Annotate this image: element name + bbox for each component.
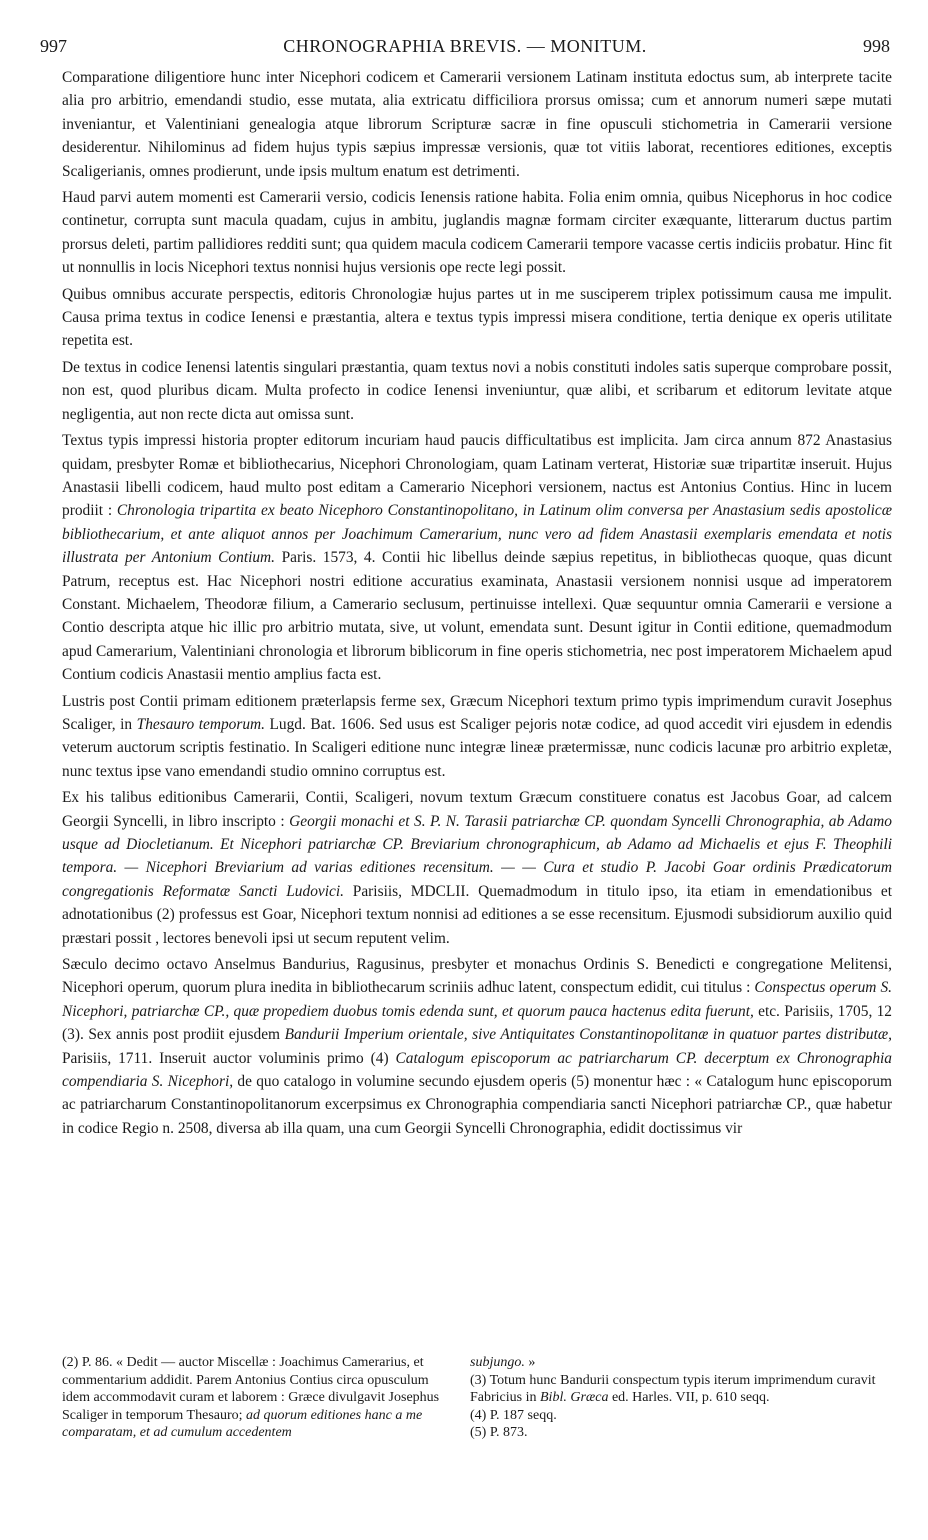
footnotes-left-column: [62, 1354, 446, 1442]
paragraph: Textus typis impressi historia propter editorum incuriam haud paucis difficultatibus est implicita. Jam circa annum 872 Anastasius quidam, presbyter Romæ et bibliothecarius, Nicephori Chronologiam, quam Latinam verterat, Historiæ suæ tripartitæ inseruit. Hujus Anastasii libelli codicem, haud multo post editam a Camerario Nicephori versionem, nactus est Antonius Contius. Hinc in lucem prodiit : Chronologia tripartita ex beato Nicephoro Constantinopolitano, in Latinum olim conversa per Anastasium sedis apostolicæ bibliothecarium, et ante aliquot annos per Joachimum Camerarium, nunc vero ad fidem Anastasii exemplaris emendata et notis illustrata per Antonium Contium. Paris. 1573, 4. Contii hic libellus deinde sæpius repetitus, in bibliothecas quoque, quas dicunt Patrum, receptus est. Hac Nicephori nostri editione accuratius examinata, Anastasii versionem nonnisi usque ad imperatorem Constant. Michaelem, Theodoræ filium, a Camerario seclusum, pertinuisse intellexi. Quæ sequuntur omnia Camerarii e versione a Contio descripta atque hic illic pro arbitrio mutata, sive, ut volunt, emendata sunt. Desunt igitur in Contii editione, quemadmodum apud Camerarium, Valentiniani chronologia et librorum biblicorum in fine operis stichometria, nec post imperatorem Michaelem apud Contium codicis Anastasii mentio amplius facta est.: [62, 432, 893, 684]
footnote: subjungo. »: [470, 1355, 536, 1370]
main-text: [62, 66, 892, 1143]
footnote: (2) P. 86. « Dedit — auctor Miscellæ : Joachimus Camerarius, et commentarium addidit. Parem Antonius Contius circa opusculum idem accommodavit curam et laborem : Græce divulgavit Josephus Scaliger in temporum Thesauro; ad quorum editiones hanc a me comparatam, et ad cumulum accedentem: [62, 1355, 440, 1441]
footnote: (3) Totum hunc Bandurii conspectum typis iterum imprimendum curavit Fabricius in Bibl. Græca ed. Harles. VII, p. 610 seqq.: [470, 1372, 876, 1406]
paragraph: Haud parvi autem momenti est Camerarii versio, codicis Ienensis ratione habita. Folia enim omnia, quibus Nicephorus in hoc codice continetur, corrupta sunt macula quadam, cujus in ambitu, juglandis magnæ formam circiter exæquante, litterarum ductus partim prorsus deleti, partim pallidiores redditi sunt; qua quidem macula codicem Camerarii tempore vacasse certis indiciis probatur. Hinc fit ut nonnullis in locis Nicephori textus nonnisi hujus versionis ope recte legi possit.: [62, 189, 892, 277]
paragraph: Sæculo decimo octavo Anselmus Bandurius, Ragusinus, presbyter et monachus Ordinis S. Benedicti e congregatione Melitensi, Nicephori operum, quorum plura inedita in bibliothecarum scriniis adhuc latent, conspectum edidit, cui titulus : Conspectus operum S. Nicephori, patriarchæ CP., quæ propediem duobus tomis edenda sunt, et quorum pauca hactenus edita fuerunt, etc. Parisiis, 1705, 12 (3). Sex annis post prodiit ejusdem Bandurii Imperium orientale, sive Antiquitates Constantinopolitanæ in quatuor partes distributæ, Parisiis, 1711. Inseruit auctor voluminis primo (4) Catalogum episcoporum ac patriarcharum CP. decerptum ex Chronographia compendiaria S. Nicephori, de quo catalogo in volumine secundo ejusdem operis (5) monentur hæc : « Catalogum hunc episcoporum ac patriarcharum Constantinopolitanorum excerpsimus ex Chronographia compendiaria sancti Nicephori patriarchæ CP., quæ habetur in codice Regio n. 2508, diversa ab illa quam, una cum Georgii Syncelli Chronographia, edidit doctissimus vir: [62, 956, 892, 1137]
column-number-right: 998: [863, 36, 890, 56]
footnotes-right-column: [470, 1354, 892, 1442]
paragraph: Quibus omnibus accurate perspectis, editoris Chronologiæ hujus partes ut in me susciperem triplex potissimum causa me impulit. Causa prima textus in codice Ienensi e præstantia, altera e textus typis impressi misera conditione, tertia denique ex operis utilitate repetita est.: [62, 285, 892, 350]
paragraph: Lustris post Contii primam editionem præterlapsis ferme sex, Græcum Nicephori textum primo typis imprimendum curavit Josephus Scaliger, in Thesauro temporum. Lugd. Bat. 1606. Sed usus est Scaliger pejoris notæ codice, ad quod accedit viri ejusdem in edendis veterum auctorum scriptis festinatio. In Scaligeri editione nunc integræ lineæ prætermissæ, nunc codicis lacunæ pro arbitrio expletæ, nunc textus ipse vano emendandi studio omnino corruptus est.: [62, 692, 893, 780]
paragraph: Comparatione diligentiore hunc inter Nicephori codicem et Camerarii versionem Latinam instituta edoctus sum, ab interprete tacite alia pro arbitrio, emendandi studio, esse mutata, alia extricatu difficiliora prorsus omissa; cum et annorum numeri sæpe mutati inveniantur, et Valentiniani genealogia atque librorum Scripturæ sacræ in fine opusculi stichometria in Camerarii versione desiderentur. Nihilominus ad fidem hujus typis sæpius impressæ versionis, quæ tot vitiis laborat, recentiores editiones, exceptis Scaligerianis, omnes prodierunt, unde ipsis multum enatum est detrimenti.: [62, 69, 892, 180]
paragraph: De textus in codice Ienensi latentis singulari præstantia, quam textus novi a nobis constituti indoles satis superque comprobare possit, non est, quod pluribus dicam. Multa profecto in codice Ienensi inveniuntur, quæ alibi, et scribarum et editorum levitate atque negligentia, aut non recte dicta aut omissa sunt.: [62, 358, 892, 423]
column-number-left: 997: [40, 36, 67, 56]
footnote: (4) P. 187 seqq.: [470, 1407, 557, 1423]
page-header: [40, 36, 890, 62]
running-title: CHRONOGRAPHIA BREVIS. — MONITUM.: [283, 36, 647, 56]
footnote: (5) P. 873.: [470, 1425, 528, 1441]
paragraph: Ex his talibus editionibus Camerarii, Contii, Scaligeri, novum textum Græcum constituere conatus est Jacobus Goar, ad calcem Georgii Syncelli, in libro inscripto : Georgii monachi et S. P. N. Tarasii patriarchæ CP. quondam Syncelli Chronographia, ab Adamo usque ad Diocletianum. Et Nicephori patriarchæ CP. Breviarium chronographicum, ab Adamo ad Michaelis et ejus F. Theophili tempora. — Nicephori Breviarium ad varias editiones recensitum. — — Cura et studio P. Jacobi Goar ordinis Prædicatorum congregationis Reformatæ Sancti Ludovici. Parisiis, MDCLII. Quemadmodum in titulo ipso, ita etiam in emendationibus et adnotationibus (2) professus est Goar, Nicephori textum nonnisi ad editiones a se esse recensitum. Ejusmodi subsidiorum auxilio quid præstari possit , lectores benevoli ipsi ut secum reputent velim.: [62, 789, 892, 947]
